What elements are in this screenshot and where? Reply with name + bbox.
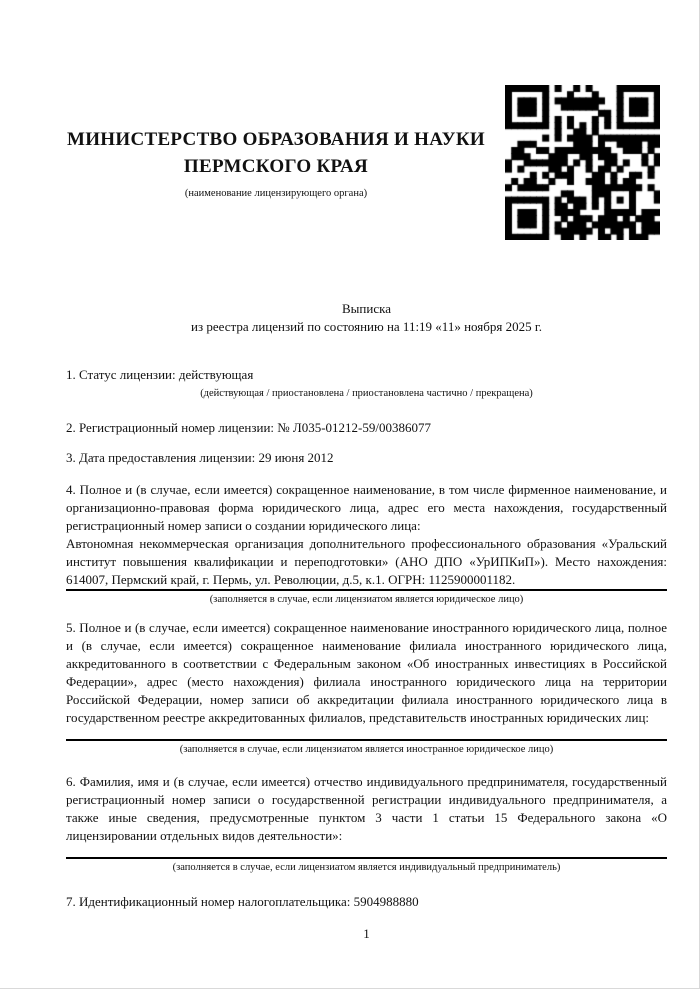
license-status-caption: (действующая / приостановлена / приостановлена частично / прекращена) <box>200 388 533 399</box>
item-7-taxpayer-number <box>66 893 667 911</box>
taxpayer-number-text: 7. Идентификационный номер налогоплательщика: 5904988880 <box>66 894 419 909</box>
document-subtitle: из реестра лицензий по состоянию на 11:19 «11» ноября 2025 г. <box>191 319 542 334</box>
legal-entity-prompt: 4. Полное и (в случае, если имеется) сокращенное наименование, в том числе фирменное наименование, и организационно-правовая форма юридического лица, адрес его места нахождения, государственный регистрационный номер записи о создании юридического лица: <box>66 482 667 533</box>
item-5-foreign-entity <box>66 619 667 756</box>
legal-entity-underline <box>66 589 667 591</box>
qr-code <box>505 85 660 240</box>
document-title: Выписка <box>342 301 391 316</box>
foreign-entity-underline <box>66 739 667 741</box>
ministry-name-line2: ПЕРМСКОГО КРАЯ <box>183 156 369 177</box>
item-6-individual-entrepreneur <box>66 773 667 874</box>
registration-number-text: 2. Регистрационный номер лицензии: № Л035-01212-59/00386077 <box>66 420 432 435</box>
legal-entity-caption: (заполняется в случае, если лицензиатом является юридическое лицо) <box>209 594 524 605</box>
ministry-name-line1: МИНИСТЕРСТВО ОБРАЗОВАНИЯ И НАУКИ <box>66 129 486 150</box>
item-1-license-status <box>66 366 667 400</box>
page-number: 1 <box>363 926 370 941</box>
entrepreneur-underline <box>66 857 667 859</box>
license-date-text: 3. Дата предоставления лицензии: 29 июня 2012 <box>66 450 334 465</box>
entrepreneur-caption: (заполняется в случае, если лицензиатом является индивидуальный предприниматель) <box>172 862 561 873</box>
foreign-entity-caption: (заполняется в случае, если лицензиатом является иностранное юридическое лицо) <box>179 744 554 755</box>
license-status-text: 1. Статус лицензии: действующая <box>66 367 254 382</box>
ministry-caption: (наименование лицензирующего органа) <box>184 188 368 199</box>
entrepreneur-prompt: 6. Фамилия, имя и (в случае, если имеется) отчество индивидуального предпринимателя, государственный регистрационный номер записи о государственной регистрации индивидуального предпринимателя, а также иные сведения, предусмотренные пунктом 3 части 1 статьи 15 Федерального закона «О лицензировании отдельных видов деятельности»: <box>66 774 667 843</box>
document-title-block <box>66 300 667 336</box>
licensing-authority-header <box>66 126 486 200</box>
legal-entity-value: Автономная некоммерческая организация дополнительного профессионального образования «Уральский институт повышения квалификации и переподготовки» (АНО ДПО «УрИПКиП»). Место нахождения: 614007, Пермский край, г. Пермь, ул. Революции, д.5, к.1. ОГРН: 1125900001182. <box>66 536 667 587</box>
item-2-registration-number <box>66 419 667 437</box>
item-4-legal-entity <box>66 481 667 606</box>
foreign-entity-prompt: 5. Полное и (в случае, если имеется) сокращенное наименование иностранного юридического лица, полное и (в случае, если имеется) сокращенное наименование филиала иностранного юридического лица, аккредитованного в соответствии с Федеральным законом «Об иностранных инвестициях в Российской Федерации», адрес (место нахождения) филиала иностранного юридического лица на территории Российской Федерации, номер записи об аккредитации филиала иностранного юридического лица в государственном реестре аккредитованных филиалов, представительств иностранных юридических лиц: <box>66 620 667 725</box>
item-3-license-date <box>66 449 667 467</box>
